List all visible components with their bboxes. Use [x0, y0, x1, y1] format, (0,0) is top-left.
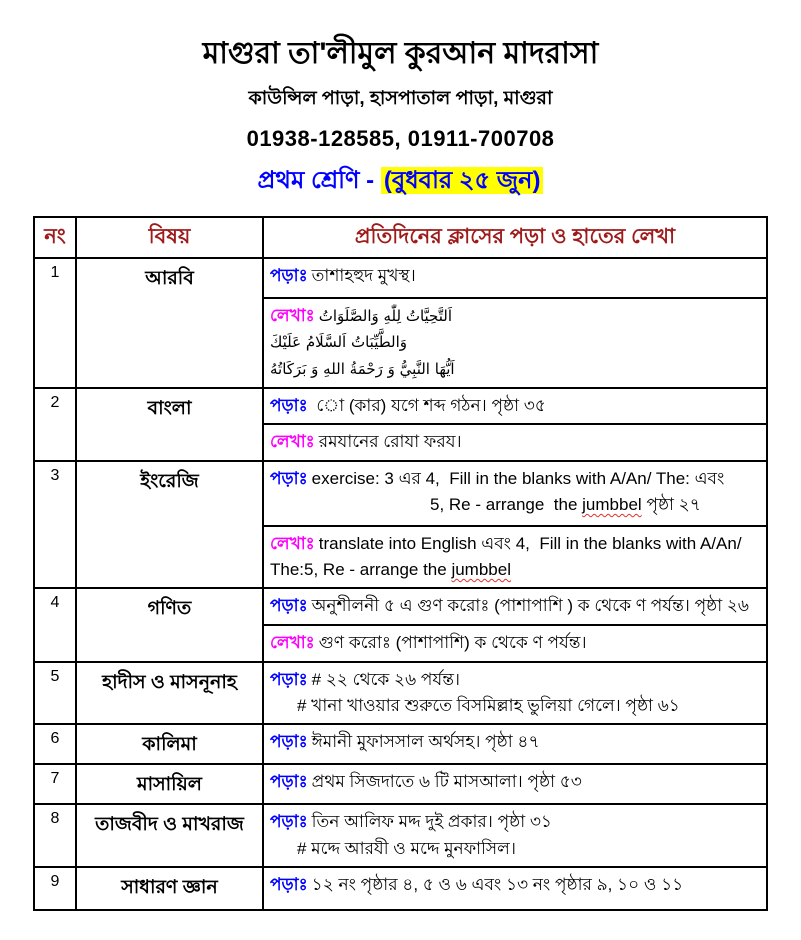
subject-cell: কালিমা	[76, 724, 263, 764]
date-highlight: (বুধবার ২৫ জুন)	[381, 167, 544, 194]
content-line	[270, 429, 760, 455]
text-segment: translate into English এবং 4, Fill in the blanks with A/An/	[318, 533, 742, 553]
row-number: 8	[34, 804, 76, 867]
text-segment: # খানা খাওয়ার শুরুতে বিসমিল্লাহ ভুলিয়া গেলে। পৃষ্ঠা ৬১	[297, 696, 680, 716]
pora-cell	[263, 867, 767, 910]
text-segment: اَيُّهَا النَّبِيُّ وَ رَحْمَةُ اللهِ وَ بَرَكَاتُهُ	[270, 359, 455, 378]
column-header-no: নং	[34, 217, 76, 258]
content-line	[270, 872, 760, 898]
subject-cell: তাজবীদ ও মাখরাজ	[76, 804, 263, 867]
pora-cell	[263, 461, 767, 526]
content-line	[270, 329, 760, 355]
table-row	[34, 724, 767, 764]
text-segment: পৃষ্ঠা ২৭	[641, 495, 701, 515]
misspelled-word: jumbbel	[582, 495, 642, 515]
content-line	[270, 531, 760, 557]
text-segment: ো (কার) যগে শব্দ গঠন। পৃষ্ঠা ৩৫	[311, 396, 546, 415]
pora-label: পড়াঃ	[270, 266, 308, 285]
table-row	[34, 461, 767, 526]
text-segment: exercise: 3 এর 4, Fill in the blanks with A/An/ The: এবং	[311, 468, 725, 488]
subject-cell: গণিত	[76, 588, 263, 661]
pora-cell	[263, 764, 767, 804]
text-segment: ১২ নং পৃষ্ঠার ৪, ৫ ও ৬ এবং ১৩ নং পৃষ্ঠার ৯, ১০ ও ১১	[311, 875, 684, 895]
schedule-table-body	[34, 258, 767, 910]
pora-label: পড়াঃ	[270, 812, 308, 832]
content-line	[270, 303, 760, 329]
class-name: প্রথম শ্রেণি -	[257, 167, 375, 194]
content-line	[270, 593, 760, 619]
lekha-cell	[263, 526, 767, 589]
pora-label: পড়াঃ	[270, 468, 308, 488]
content-line	[270, 466, 760, 492]
document-header	[0, 0, 801, 202]
text-segment: প্রথম সিজদাতে ৬ টি মাসআলা। পৃষ্ঠা ৫৩	[311, 772, 582, 792]
text-segment: অনুশীলনী ৫ এ গুণ করোঃ (পাশাপাশি ) ক থেকে ণ পর্যন্ত। পৃষ্ঠা ২৬	[311, 596, 749, 616]
text-segment: # মদ্দে আরযী ও মদ্দে মুনফাসিল।	[297, 838, 516, 858]
lekha-label: লেখাঃ	[270, 306, 315, 325]
table-row	[34, 867, 767, 910]
subject-cell: আরবি	[76, 258, 263, 388]
text-segment: # ২২ থেকে ২৬ পর্যন্ত।	[311, 669, 460, 689]
row-number: 4	[34, 588, 76, 661]
row-number: 5	[34, 662, 76, 725]
table-row	[34, 804, 767, 867]
content-line	[270, 557, 760, 583]
content-line	[270, 769, 760, 795]
pora-label: পড়াঃ	[270, 875, 308, 895]
pora-cell	[263, 588, 767, 625]
row-number: 1	[34, 258, 76, 388]
pora-cell	[263, 804, 767, 867]
pora-cell	[263, 724, 767, 764]
schedule-table	[33, 216, 768, 911]
content-line	[270, 393, 760, 419]
table-row	[34, 662, 767, 725]
content-line	[270, 263, 760, 289]
subject-cell: সাধারণ জ্ঞান	[76, 867, 263, 910]
column-header-subject: বিষয়	[76, 217, 263, 258]
row-number: 9	[34, 867, 76, 910]
text-segment: তিন আলিফ মদ্দ দুই প্রকার। পৃষ্ঠা ৩১	[311, 812, 552, 832]
row-number: 3	[34, 461, 76, 589]
text-segment: তাশাহহুদ মুখস্থ।	[311, 266, 416, 285]
text-segment: 5, Re - arrange the	[430, 495, 583, 515]
text-segment: রমযানের রোযা ফরয।	[318, 432, 462, 452]
text-segment: The:5, Re - arrange the	[270, 560, 452, 580]
table-row	[34, 388, 767, 424]
content-line	[270, 356, 760, 382]
pora-label: পড়াঃ	[270, 669, 308, 689]
school-address: কাউন্সিল পাড়া, হাসপাতাল পাড়া, মাগুরা	[248, 88, 553, 109]
pora-label: পড়াঃ	[270, 596, 308, 616]
pora-cell	[263, 388, 767, 424]
subject-cell: মাসায়িল	[76, 764, 263, 804]
content-line	[270, 729, 760, 755]
lekha-label: লেখাঃ	[270, 633, 315, 653]
text-segment: গুণ করোঃ (পাশাপাশি) ক থেকে ণ পর্যন্ত।	[318, 633, 587, 653]
row-number: 2	[34, 388, 76, 461]
column-header-content: প্রতিদিনের ক্লাসের পড়া ও হাতের লেখা	[263, 217, 767, 258]
subject-cell: ইংরেজি	[76, 461, 263, 589]
lekha-cell	[263, 424, 767, 460]
pora-label: পড়াঃ	[270, 396, 308, 415]
table-header-row	[34, 217, 767, 258]
table-row	[34, 588, 767, 625]
content-line	[270, 836, 760, 862]
lekha-cell	[263, 625, 767, 661]
content-line	[270, 492, 760, 518]
pora-label: পড়াঃ	[270, 772, 308, 792]
subject-cell: হাদীস ও মাসনূনাহ	[76, 662, 263, 725]
content-line	[270, 693, 760, 719]
lekha-label: লেখাঃ	[270, 533, 315, 553]
table-row	[34, 258, 767, 298]
lekha-cell	[263, 298, 767, 388]
text-segment: اَلتَّحِيَّاتُ لِلّٰهِ وَالصَّلَوَاتُ	[318, 307, 453, 325]
content-line	[270, 667, 760, 693]
pora-cell	[263, 662, 767, 725]
pora-cell	[263, 258, 767, 298]
text-segment: ঈমানী মুফাসসাল অর্থসহ। পৃষ্ঠা ৪৭	[311, 732, 540, 752]
row-number: 7	[34, 764, 76, 804]
row-number: 6	[34, 724, 76, 764]
misspelled-word: jumbbel	[451, 560, 511, 580]
content-line	[270, 809, 760, 835]
class-date-line	[0, 162, 801, 202]
school-name: মাগুরা তা'লীমুল কুরআন মাদরাসা	[202, 37, 599, 70]
content-line	[270, 630, 760, 656]
text-segment: وَالطَّيِّبَاتُ اَلسَّلَامُ عَلَيْكَ	[270, 333, 408, 352]
pora-label: পড়াঃ	[270, 732, 308, 752]
phone-numbers: 01938-128585, 01911-700708	[246, 126, 555, 151]
subject-cell: বাংলা	[76, 388, 263, 461]
table-row	[34, 764, 767, 804]
lekha-label: লেখাঃ	[270, 432, 315, 452]
